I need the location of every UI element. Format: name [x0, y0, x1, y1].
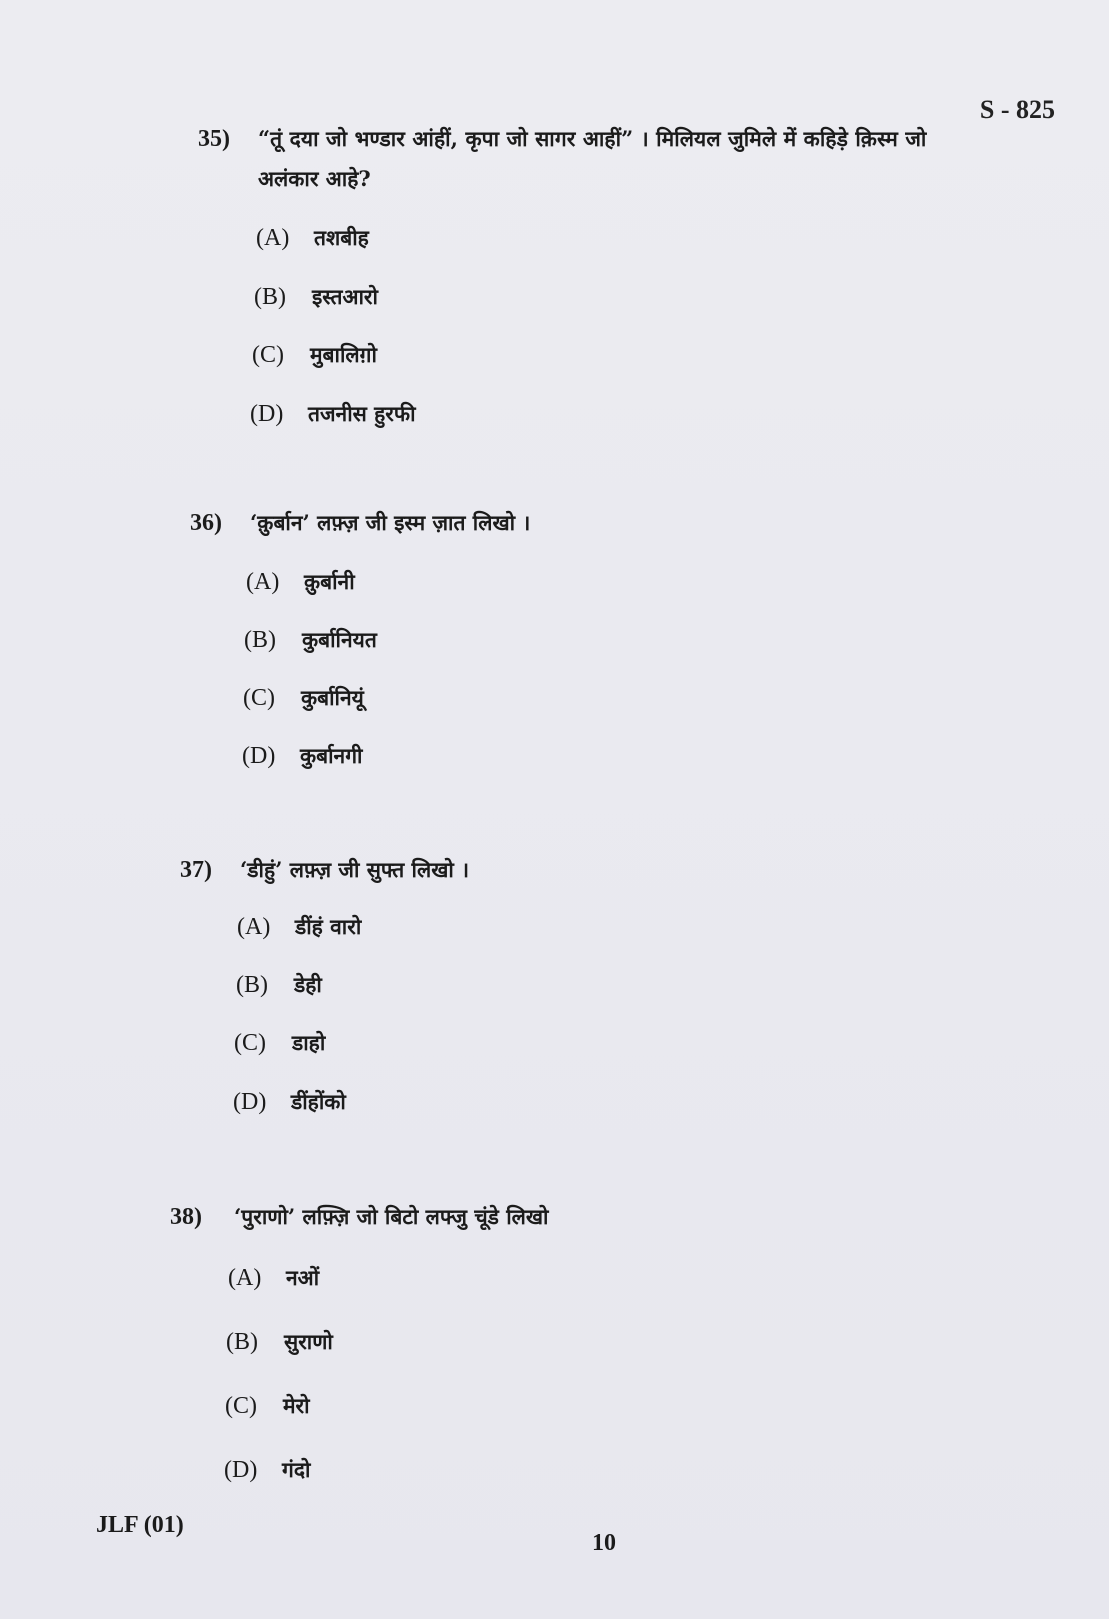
option-text: डींहं वारो — [295, 914, 362, 939]
option-text: कुर्बानियत — [302, 627, 377, 652]
paper-code: S - 825 — [979, 95, 1055, 124]
option-36-d[interactable] — [242, 742, 362, 770]
option-35-d[interactable] — [250, 400, 416, 428]
question-number: 38) — [170, 1204, 202, 1230]
option-text: सुराणो — [284, 1329, 333, 1354]
option-text: कुर्बानियूं — [301, 685, 364, 710]
option-37-a[interactable] — [237, 913, 361, 941]
option-text: तजनीस हुरफी — [308, 401, 416, 426]
question-36 — [190, 506, 790, 546]
option-text: नओं — [286, 1265, 320, 1290]
option-letter: (C) — [225, 1393, 257, 1419]
option-text: डेही — [294, 972, 322, 997]
option-letter: (D) — [250, 401, 284, 427]
question-text-line1: ‘क़ुर्बान’ लफ़्ज़ जी इस्म ज़ात लिखो । — [250, 510, 531, 535]
option-35-a[interactable] — [256, 224, 369, 252]
option-letter: (D) — [233, 1089, 267, 1115]
question-text-line2: अलंकार आहे? — [258, 166, 371, 191]
option-35-b[interactable] — [254, 283, 378, 311]
question-35 — [198, 122, 1068, 202]
option-letter: (D) — [224, 1457, 258, 1483]
option-letter: (C) — [252, 342, 284, 368]
option-38-b[interactable] — [226, 1328, 333, 1356]
option-text: मेरो — [283, 1393, 310, 1418]
option-text: इस्तआरो — [312, 284, 378, 309]
question-number: 36) — [190, 510, 222, 536]
option-36-a[interactable] — [246, 568, 355, 596]
option-36-c[interactable] — [243, 684, 364, 712]
option-letter: (A) — [228, 1265, 262, 1291]
option-letter: (C) — [234, 1030, 266, 1056]
option-37-b[interactable] — [236, 971, 322, 999]
option-38-a[interactable] — [228, 1264, 319, 1292]
question-text-line1: ‘पुराणो’ लफ़्ज़ि जो बिटो लफ्जु चूंडे लिखो — [234, 1204, 549, 1229]
question-number: 37) — [180, 857, 212, 883]
question-37 — [180, 853, 780, 893]
option-text: क़ुर्बानी — [304, 569, 355, 594]
option-37-c[interactable] — [234, 1029, 325, 1057]
option-letter: (B) — [236, 972, 268, 998]
option-37-d[interactable] — [233, 1088, 346, 1116]
option-letter: (A) — [237, 914, 271, 940]
footer-code: JLF (01) — [96, 1512, 184, 1538]
option-36-b[interactable] — [244, 626, 377, 654]
page-number: 10 — [592, 1530, 616, 1556]
option-letter: (B) — [254, 284, 286, 310]
question-text-line1: ‘डीहुं’ लफ़्ज़ जी सुफ्त लिखो । — [240, 857, 470, 882]
option-letter: (D) — [242, 743, 276, 769]
question-38 — [170, 1200, 810, 1240]
question-text-line1: “तूं दया जो भण्डार आंहीं, कृपा जो सागर आहीं” । मिलियल जुमिले में कहिड़े क़िस्म जो — [258, 126, 927, 151]
option-letter: (A) — [246, 569, 280, 595]
option-letter: (B) — [244, 627, 276, 653]
option-text: कुर्बानगी — [300, 743, 363, 768]
option-text: डाहो — [292, 1030, 326, 1055]
option-text: मुबालिग़ो — [310, 342, 377, 367]
question-number: 35) — [198, 126, 230, 152]
option-text: गंदो — [282, 1457, 311, 1482]
option-letter: (B) — [226, 1329, 258, 1355]
option-text: तशबीह — [314, 225, 369, 250]
option-letter: (C) — [243, 685, 275, 711]
option-letter: (A) — [256, 225, 290, 251]
option-35-c[interactable] — [252, 341, 377, 369]
option-38-c[interactable] — [225, 1392, 310, 1420]
option-38-d[interactable] — [224, 1456, 310, 1484]
option-text: डींहोंको — [291, 1089, 346, 1114]
